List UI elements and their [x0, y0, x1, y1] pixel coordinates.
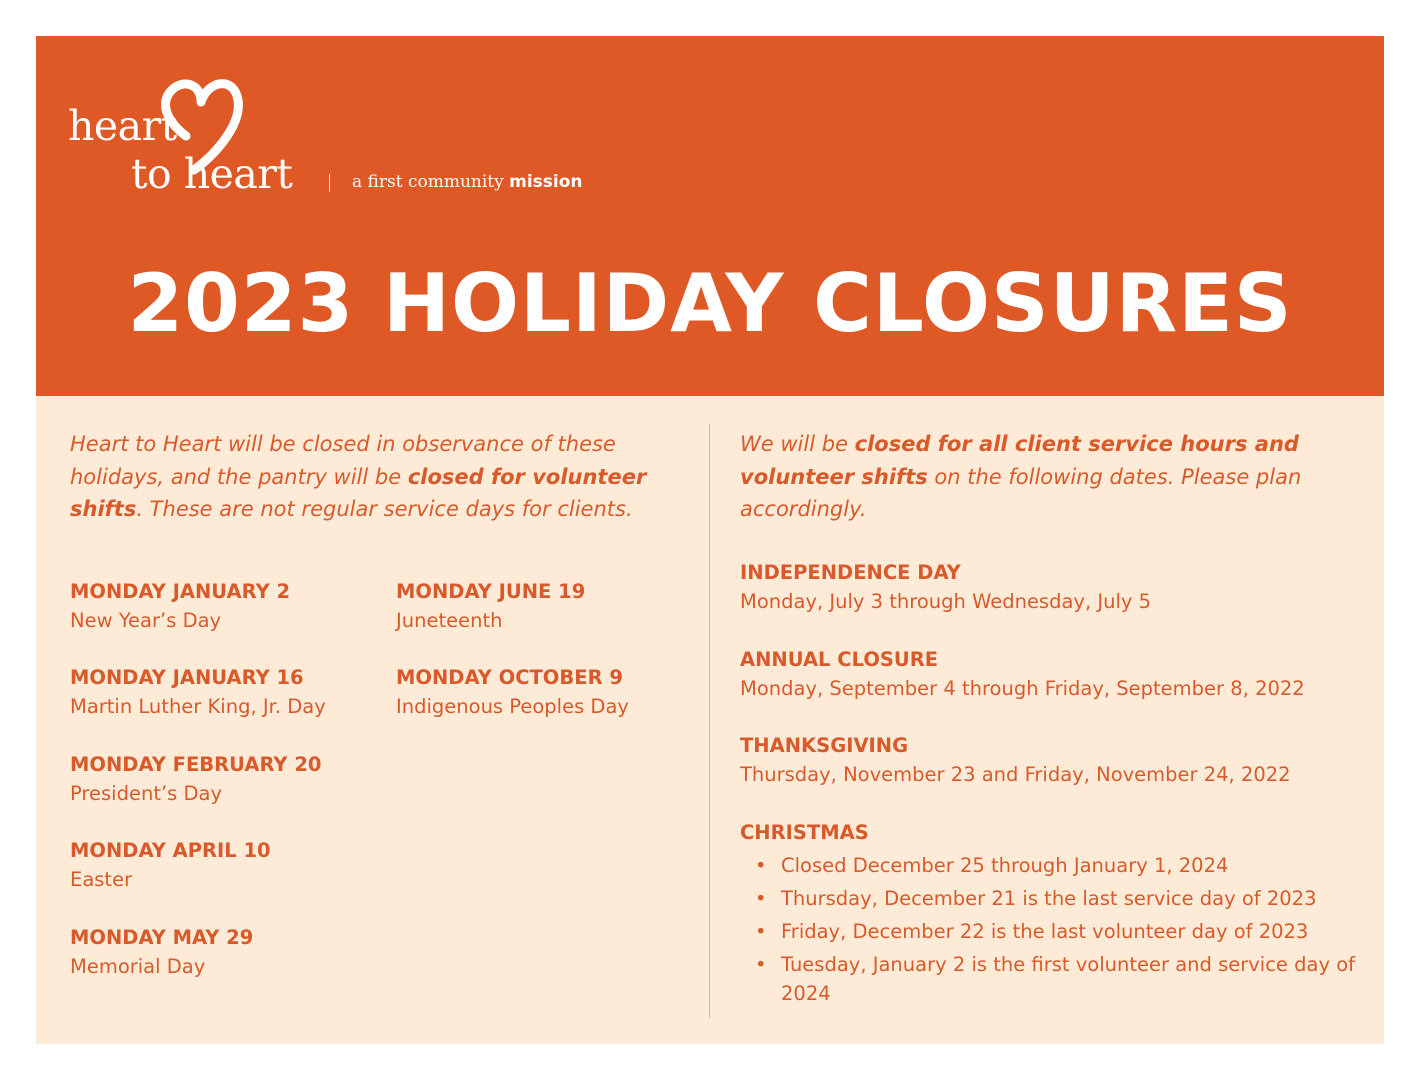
list-item — [740, 917, 1360, 946]
holiday-date: MONDAY JANUARY 16 — [70, 666, 304, 689]
holiday-item — [70, 923, 253, 981]
logo-wordmark-line1: heart — [68, 102, 177, 150]
right-intro-text-2: on the following dates. Please plan accordingly. — [740, 464, 1302, 521]
list-item — [740, 884, 1360, 913]
bullet-text: Tuesday, January 2 is the first volunteer and service day of 2024 — [781, 953, 1355, 1005]
bullet-text: Friday, December 22 is the last volunteer day of 2023 — [781, 920, 1309, 943]
holiday-name: Memorial Day — [70, 955, 206, 978]
logo-divider — [329, 174, 330, 192]
holiday-item — [70, 663, 326, 721]
holiday-item — [396, 577, 585, 635]
holiday-date: MONDAY JANUARY 2 — [70, 580, 291, 603]
bullet-icon: • — [755, 887, 767, 910]
right-intro-bold: closed for all client service hours and volunteer shifts — [740, 432, 1299, 489]
right-intro-text-1: We will be — [740, 432, 855, 456]
closure-title: INDEPENDENCE DAY — [740, 561, 961, 584]
holiday-date: MONDAY APRIL 10 — [70, 839, 271, 862]
bullet-icon: • — [755, 920, 767, 943]
left-intro — [70, 428, 710, 526]
christmas-bullet-list — [740, 851, 1360, 1012]
closure-item — [740, 818, 869, 847]
closure-title: THANKSGIVING — [740, 734, 909, 757]
tagline-bold: mission — [509, 172, 583, 192]
closure-title: CHRISTMAS — [740, 821, 869, 844]
holiday-name: Juneteenth — [396, 609, 503, 632]
header-banner — [36, 36, 1384, 396]
holiday-name: President’s Day — [70, 782, 223, 805]
bullet-text: Thursday, December 21 is the last service day of 2023 — [781, 887, 1317, 910]
closure-detail: Thursday, November 23 and Friday, November 24, 2022 — [740, 763, 1291, 786]
closure-item — [740, 731, 1291, 789]
right-intro — [740, 428, 1360, 526]
holiday-date: MONDAY FEBRUARY 20 — [70, 753, 322, 776]
left-intro-text-2: . These are not regular service days for clients. — [136, 497, 633, 521]
bullet-icon: • — [755, 854, 767, 877]
holiday-date: MONDAY OCTOBER 9 — [396, 666, 623, 689]
list-item — [740, 851, 1360, 880]
holiday-name: Easter — [70, 868, 133, 891]
holiday-name: Indigenous Peoples Day — [396, 695, 629, 718]
holiday-item — [396, 663, 629, 721]
holiday-name: Martin Luther King, Jr. Day — [70, 695, 326, 718]
page-title: 2023 HOLIDAY CLOSURES — [127, 257, 1293, 350]
holiday-name: New Year’s Day — [70, 609, 222, 632]
tagline-text: a first community — [352, 172, 504, 192]
holiday-item — [70, 577, 290, 635]
tagline — [352, 174, 583, 191]
list-item — [740, 950, 1360, 1008]
closure-title: ANNUAL CLOSURE — [740, 648, 939, 671]
closure-item — [740, 558, 1151, 616]
holiday-item — [70, 750, 321, 808]
closures-flyer — [36, 36, 1384, 1044]
closure-detail: Monday, September 4 through Friday, September 8, 2022 — [740, 677, 1305, 700]
holiday-date: MONDAY MAY 29 — [70, 926, 254, 949]
logo-wordmark-line2: to heart — [131, 150, 293, 198]
bullet-icon: • — [755, 953, 767, 976]
closure-item — [740, 645, 1305, 703]
left-intro-bold: closed for volunteer shifts — [70, 464, 647, 521]
holiday-date: MONDAY JUNE 19 — [396, 580, 586, 603]
bullet-text: Closed December 25 through January 1, 2024 — [781, 854, 1229, 877]
holiday-item — [70, 836, 271, 894]
closure-detail: Monday, July 3 through Wednesday, July 5 — [740, 590, 1152, 613]
left-intro-text-1: Heart to Heart will be closed in observance of these holidays, and the pantry will be — [70, 432, 616, 489]
